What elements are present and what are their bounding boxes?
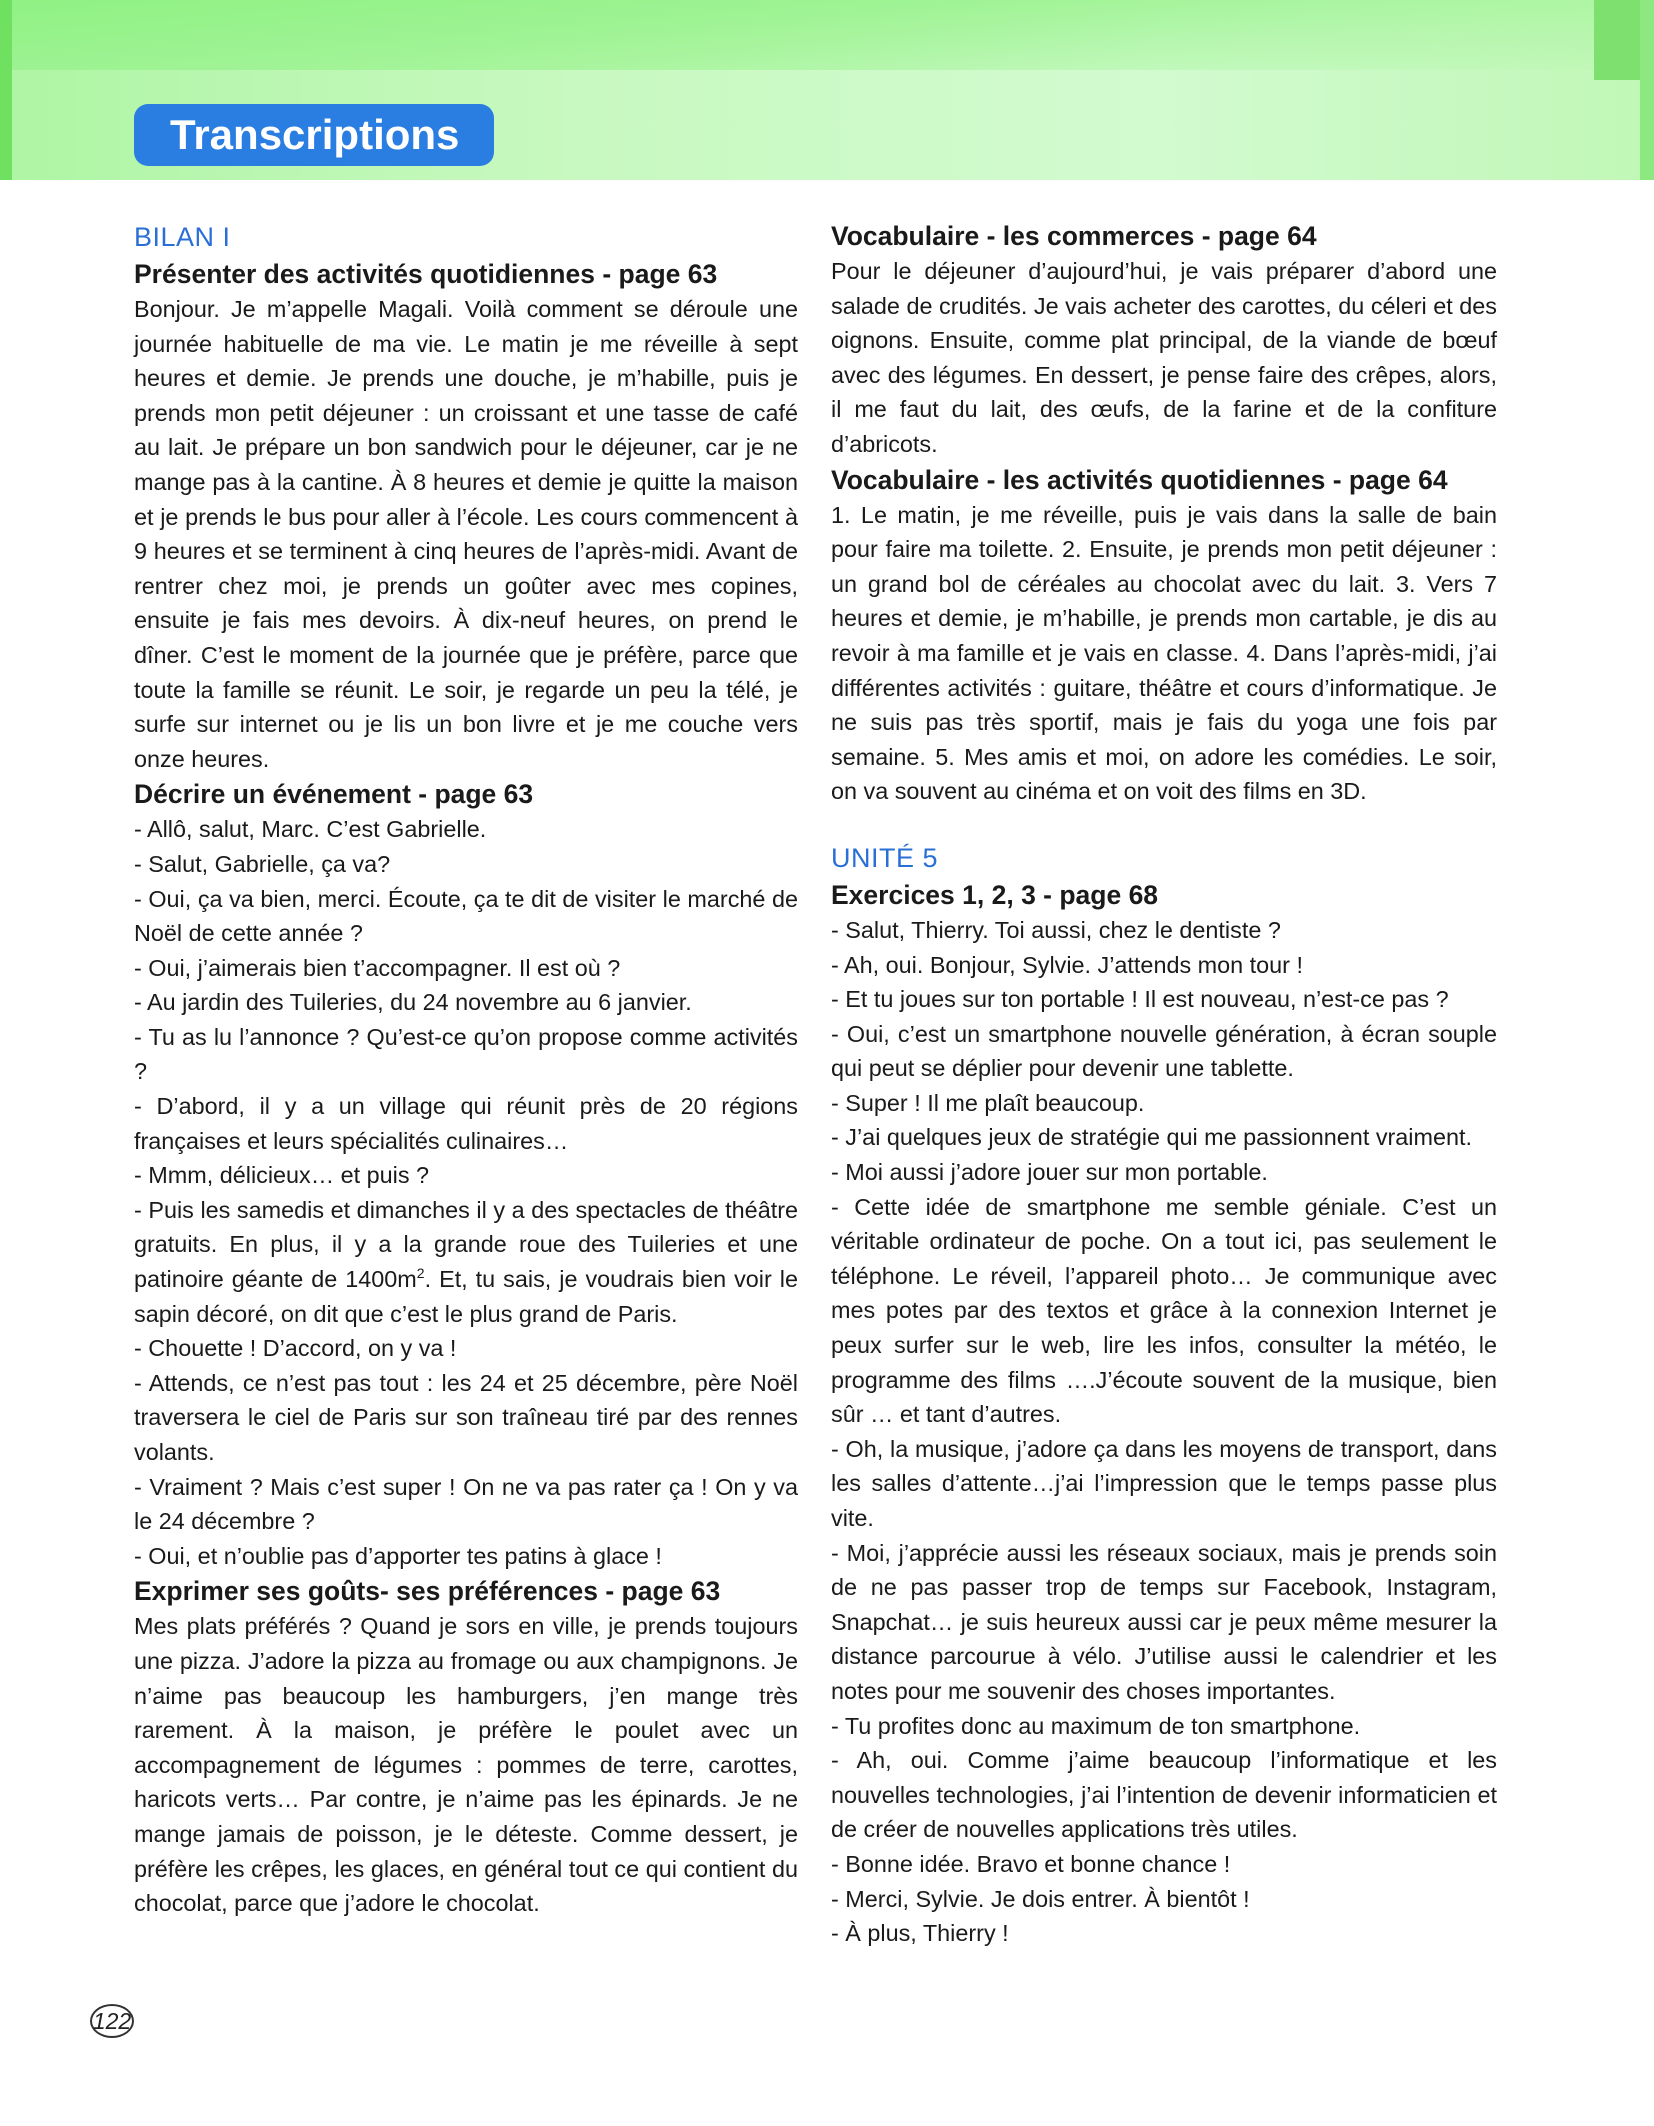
dialogue-line: - Ah, oui. Comme j’aime beaucoup l’informatique et les nouvelles technologies, j’ai l’intention de devenir informaticien et de créer de nouvelles applications très utiles. (831, 1747, 1497, 1843)
dialogue-line: - Cette idée de smartphone me semble géniale. C’est un véritable ordinateur de poche. On a tout ici, pas seulement le téléphone. Le réveil, l’appareil photo… Je communique avec mes potes par des textos et grâce à la connexion Internet je peux surfer sur le web, lire les infos, consulter la météo, le programme des films ….J’écoute souvent de la musique, bien sûr … et tant d’autres. (831, 1193, 1497, 1428)
section-title-activites-quotidiennes: Vocabulaire - les activités quotidiennes - page 64 (831, 464, 1448, 495)
dialogue-line: - Oh, la musique, j’adore ça dans les moyens de transport, dans les salles d’attente…j’ai l’impression que le temps passe plus vite. (831, 1435, 1497, 1531)
dialogue-line: - Mmm, délicieux… et puis ? (134, 1162, 430, 1189)
dialogue-line: - Moi, j’apprécie aussi les réseaux sociaux, mais je prends soin de ne pas passer trop de temps sur Facebook, Instagram, Snapchat… je suis heureux aussi car je peux même mesurer la distance parcourue à vélo. J’utilise aussi le calendrier et les notes pour me souvenir des choses importantes. (831, 1539, 1497, 1704)
dialogue-evenement-part1 (134, 812, 798, 1193)
dialogue-line: - Salut, Gabrielle, ça va? (134, 850, 391, 877)
dialogue-line: - Oui, j’aimerais bien t’accompagner. Il est où ? (134, 954, 621, 981)
dialogue-line: - Vraiment ? Mais c’est super ! On ne va pas rater ça ! On y va le 24 décembre ? (134, 1473, 798, 1535)
section-text-activites-quotidiennes: 1. Le matin, je me réveille, puis je vais dans la salle de bain pour faire ma toilette. 2. Ensuite, je prends mon petit déjeuner : un grand bol de céréales au chocolat avec du lait. 3. Vers 7 heures et demie, je m’habille, je prends mon cartable, je dis au revoir à ma famille et je vais en classe. 4. Dans l’après-midi, j’ai différentes activités : guitare, théâtre et cours d’informatique. Je ne suis pas très sportif, mais je fais du yoga une fois par semaine. 5. Mes amis et moi, on adore les comédies. Le soir, on va souvent au cinéma et on voit des films en 3D. (831, 501, 1497, 805)
dialogue-line: - Attends, ce n’est pas tout : les 24 et 25 décembre, père Noël traversera le ciel de Paris sur son traîneau tiré par des rennes volants. (134, 1369, 798, 1465)
banner-edge-right (1640, 0, 1654, 180)
dialogue-line: - D’abord, il y a un village qui réunit près de 20 régions françaises et leurs spécialités culinaires… (134, 1093, 798, 1154)
dialogue-line-long (134, 1193, 798, 1331)
dialogue-line: - Oui, et n’oublie pas d’apporter tes patins à glace ! (134, 1542, 662, 1569)
dialogue-line: - Allô, salut, Marc. C’est Gabrielle. (134, 816, 487, 843)
dialogue-line: - À plus, Thierry ! (831, 1920, 1009, 1947)
dialogue-line: - Et tu joues sur ton portable ! Il est nouveau, n’est-ce pas ? (831, 986, 1449, 1013)
dialogue-line: - Moi aussi j’adore jouer sur mon portable. (831, 1159, 1268, 1186)
dialogue-exercices (831, 913, 1497, 1951)
section-text-gouts: Mes plats préférés ? Quand je sors en ville, je prends toujours une pizza. J’adore la pizza au fromage ou aux champignons. Je n’aime pas beaucoup les hamburgers, j’en mange très rarement. À la maison, je préfère le poulet avec un accompagnement de légumes : pommes de terre, carottes, haricots verts… Par contre, je n’aime pas les épinards. Je ne mange jamais de poisson, je le déteste. Comme dessert, je préfère les crêpes, les glaces, en général tout ce qui contient du chocolat, parce que j’adore le chocolat. (134, 1613, 798, 1917)
dialogue-line: - Au jardin des Tuileries, du 24 novembre au 6 janvier. (134, 989, 692, 1016)
dialogue-line: - Ah, oui. Bonjour, Sylvie. J’attends mon tour ! (831, 951, 1303, 978)
left-column (134, 218, 798, 1921)
dialogue-line: - Bonne idée. Bravo et bonne chance ! (831, 1850, 1231, 1877)
section-title-evenement: Décrire un événement - page 63 (134, 779, 534, 810)
banner-edge-left (0, 0, 12, 180)
dialogue-line: - Tu as lu l’annonce ? Qu’est-ce qu’on propose comme activités ? (134, 1023, 798, 1085)
section-gap (831, 809, 1497, 839)
right-column (831, 218, 1497, 1951)
dialogue-line: - Salut, Thierry. Toi aussi, chez le dentiste ? (831, 916, 1281, 943)
dialogue-line: - Tu profites donc au maximum de ton smartphone. (831, 1712, 1361, 1739)
page-number: 122 (90, 2004, 134, 2038)
dialogue-long-a: - Puis les samedis et dimanches il y a des spectacles de théâtre gratuits. En plus, il y a la grande roue des Tuileries et une patinoire géante de 1400m (134, 1196, 798, 1293)
dialogue-line: - Oui, ça va bien, merci. Écoute, ça te dit de visiter le marché de Noël de cette année ? (134, 885, 798, 947)
dialogue-evenement-part2 (134, 1331, 798, 1573)
dialogue-long-b: . Et, tu sais, je voudrais bien voir le sapin décoré, on dit que c’est le plus grand de Paris. (134, 1266, 798, 1327)
section-title-activites: Présenter des activités quotidiennes - page 63 (134, 259, 718, 289)
dialogue-line: - Chouette ! D’accord, on y va ! (134, 1335, 457, 1362)
banner-stripe (0, 0, 1654, 70)
section-title-commerces: Vocabulaire - les commerces - page 64 (831, 221, 1317, 251)
dialogue-line: - J’ai quelques jeux de stratégie qui me passionnent vraiment. (831, 1124, 1473, 1151)
dialogue-line: - Merci, Sylvie. Je dois entrer. À bientôt ! (831, 1885, 1250, 1912)
section-text-commerces: Pour le déjeuner d’aujourd’hui, je vais préparer d’abord une salade de crudités. Je vais acheter des carottes, du céleri et des oignons. Ensuite, comme plat principal, de la viande de bœuf avec des légumes. En dessert, je pense faire des crêpes, alors, il me faut du lait, des œufs, de la farine et de la confiture d’abricots. (831, 258, 1497, 457)
dialogue-line: - Oui, c’est un smartphone nouvelle génération, à écran souple qui peut se déplier pour devenir une tablette. (831, 1020, 1497, 1082)
section-title-exercices: Exercices 1, 2, 3 - page 68 (831, 879, 1159, 910)
dialogue-line: - Super ! Il me plaît beaucoup. (831, 1089, 1145, 1116)
section-title-gouts: Exprimer ses goûts- ses préférences - page 63 (134, 1576, 721, 1607)
page-title: Transcriptions (134, 104, 494, 166)
bilan-heading: BILAN I (134, 222, 231, 252)
superscript-two: 2 (416, 1265, 425, 1282)
unit-heading: UNITÉ 5 (831, 842, 939, 873)
section-text-activites: Bonjour. Je m’appelle Magali. Voilà comment se déroule une journée habituelle de ma vie. Le matin je me réveille à sept heures et demie. Je prends une douche, je m’habille, puis je prends mon petit déjeuner : un croissant et une tasse de café au lait. Je prépare un bon sandwich pour le déjeuner, car je ne mange pas à la cantine. À 8 heures et demie je quitte la maison et je prends le bus pour aller à l’école. Les cours commencent à 9 heures et se terminent à cinq heures de l’après-midi. Avant de rentrer chez moi, je prends un goûter avec mes copines, ensuite je fais mes devoirs. À dix-neuf heures, on prend le dîner. C’est le moment de la journée que je préfère, parce que toute la famille se réunit. Le soir, je regarde un peu la télé, je surfe sur internet ou je lis un bon livre et je me couche vers onze heures. (134, 296, 798, 772)
